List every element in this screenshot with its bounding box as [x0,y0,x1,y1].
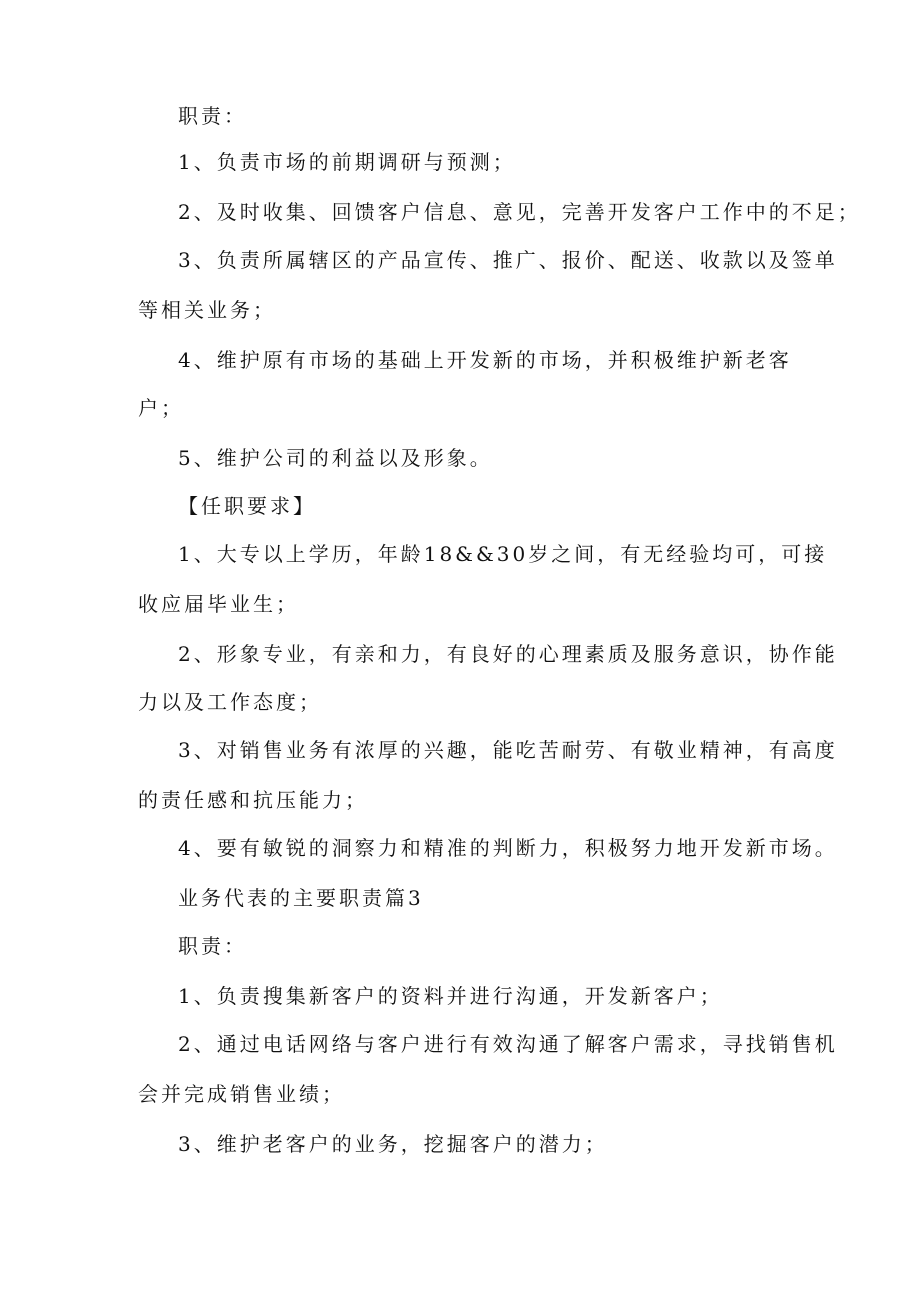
requirement-item-3-cont: 的责任感和抗压能力； [138,788,368,812]
duty2-item-2-cont: 会并完成销售业绩； [138,1082,345,1106]
duty-item-2: 2、及时收集、回馈客户信息、意见，完善开发客户工作中的不足； [178,200,861,224]
duty2-item-2: 2、通过电话网络与客户进行有效沟通了解客户需求，寻找销售机 [178,1032,838,1056]
requirement-item-3: 3、对销售业务有浓厚的兴趣，能吃苦耐劳、有敬业精神，有高度 [178,738,838,762]
heading-duties: 职责： [178,104,247,128]
duty-item-5: 5、维护公司的利益以及形象。 [178,446,493,470]
requirement-item-1: 1、大专以上学历，年龄18&&30岁之间，有无经验均可，可接 [178,542,828,566]
requirement-item-2-cont: 力以及工作态度； [138,690,322,714]
requirement-item-2: 2、形象专业，有亲和力，有良好的心理素质及服务意识，协作能 [178,642,838,666]
duty2-item-3: 3、维护老客户的业务，挖掘客户的潜力； [178,1132,608,1156]
duty-item-3: 3、负责所属辖区的产品宣传、推广、报价、配送、收款以及签单 [178,248,838,272]
duty2-item-1: 1、负责搜集新客户的资料并进行沟通，开发新客户； [178,984,723,1008]
heading-requirements: 【任职要求】 [178,494,316,518]
duty-item-3-cont: 等相关业务； [138,298,276,322]
requirement-item-4: 4、要有敏锐的洞察力和精准的判断力，积极努力地开发新市场。 [178,836,838,860]
duty-item-4-cont: 户； [138,396,184,420]
heading-duties-2: 职责： [178,934,247,958]
requirement-item-1-cont: 收应届毕业生； [138,592,299,616]
section-title: 业务代表的主要职责篇3 [178,886,424,910]
duty-item-4: 4、维护原有市场的基础上开发新的市场，并积极维护新老客 [178,348,792,372]
duty-item-1: 1、负责市场的前期调研与预测； [178,150,516,174]
